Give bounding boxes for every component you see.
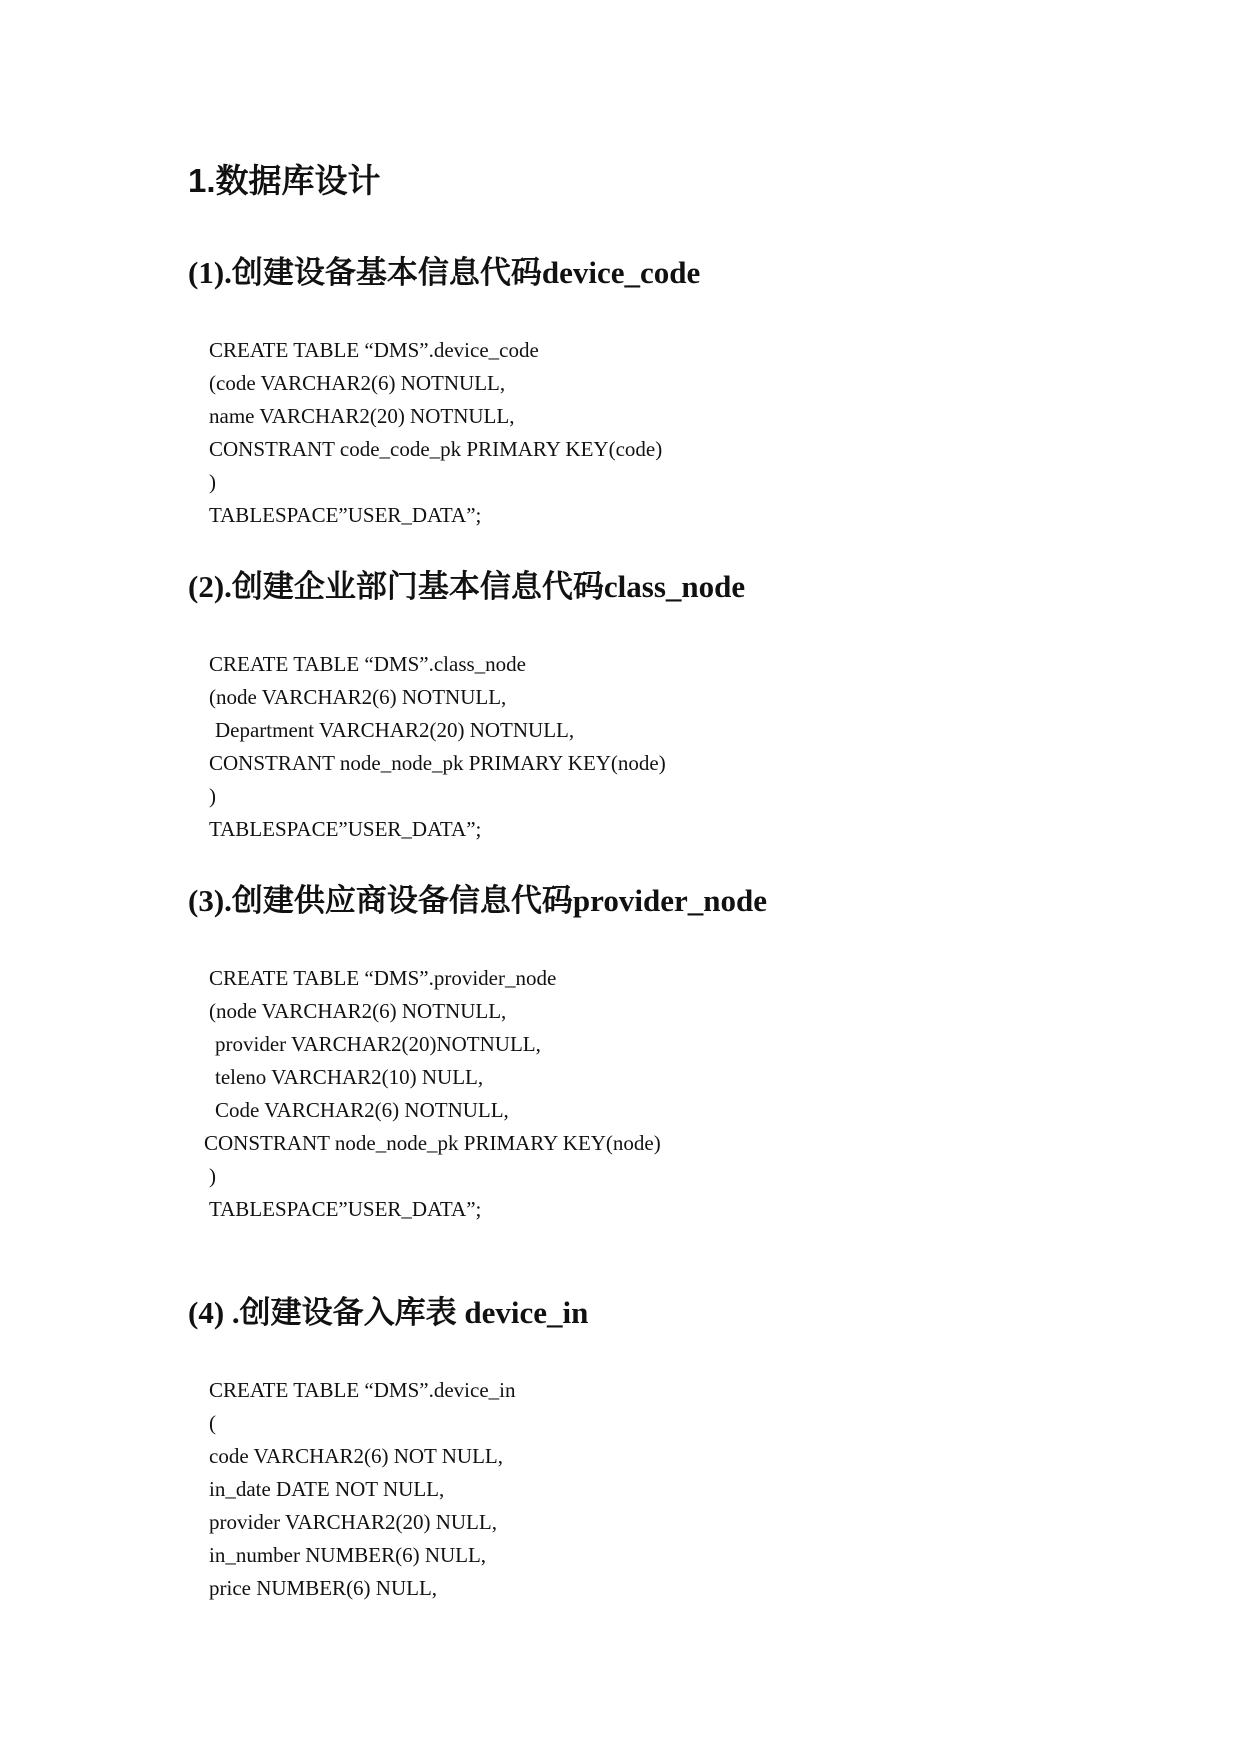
section-heading-provider-node: (3).创建供应商设备信息代码provider_node — [188, 883, 767, 918]
code-line: CREATE TABLE “DMS”.device_code — [209, 338, 539, 362]
code-line: teleno VARCHAR2(10) NULL, — [215, 1065, 484, 1089]
code-line: CONSTRANT node_node_pk PRIMARY KEY(node) — [209, 751, 666, 775]
code-line: provider VARCHAR2(20)NOTNULL, — [215, 1032, 541, 1056]
code-line: ) — [209, 470, 216, 494]
section-heading-device-in: (4) .创建设备入库表 device_in — [188, 1295, 589, 1330]
code-line: CONSTRANT code_code_pk PRIMARY KEY(code) — [209, 437, 663, 461]
section-heading-device-code: (1).创建设备基本信息代码device_code — [188, 255, 701, 290]
code-line: TABLESPACE”USER_DATA”; — [209, 503, 482, 527]
code-line: in_date DATE NOT NULL, — [209, 1477, 445, 1501]
code-line: ) — [209, 1164, 216, 1188]
code-line: Department VARCHAR2(20) NOTNULL, — [215, 718, 575, 742]
code-line: TABLESPACE”USER_DATA”; — [209, 817, 482, 841]
code-line: provider VARCHAR2(20) NULL, — [209, 1510, 497, 1534]
section-heading-class-node: (2).创建企业部门基本信息代码class_node — [188, 569, 746, 604]
code-line: (code VARCHAR2(6) NOTNULL, — [209, 371, 506, 395]
sql-code-block-provider-node — [204, 962, 661, 1226]
code-line: (node VARCHAR2(6) NOTNULL, — [209, 685, 507, 709]
code-line: Code VARCHAR2(6) NOTNULL, — [215, 1098, 509, 1122]
code-line: TABLESPACE”USER_DATA”; — [209, 1197, 482, 1221]
code-line: CREATE TABLE “DMS”.class_node — [209, 652, 526, 676]
code-line: ( — [209, 1411, 216, 1435]
code-line: ) — [209, 784, 216, 808]
code-line: code VARCHAR2(6) NOT NULL, — [209, 1444, 503, 1468]
code-line: in_number NUMBER(6) NULL, — [209, 1543, 487, 1567]
sql-code-block-device-in — [209, 1374, 515, 1605]
document-title: 1.数据库设计 — [188, 162, 381, 199]
code-line: CONSTRANT node_node_pk PRIMARY KEY(node) — [204, 1131, 661, 1155]
code-line: name VARCHAR2(20) NOTNULL, — [209, 404, 515, 428]
sql-code-block-class-node — [209, 648, 666, 846]
code-line: price NUMBER(6) NULL, — [209, 1576, 438, 1600]
code-line: CREATE TABLE “DMS”.provider_node — [209, 966, 557, 990]
sql-code-block-device-code — [209, 334, 662, 532]
code-line: (node VARCHAR2(6) NOTNULL, — [209, 999, 507, 1023]
code-line: CREATE TABLE “DMS”.device_in — [209, 1378, 516, 1402]
